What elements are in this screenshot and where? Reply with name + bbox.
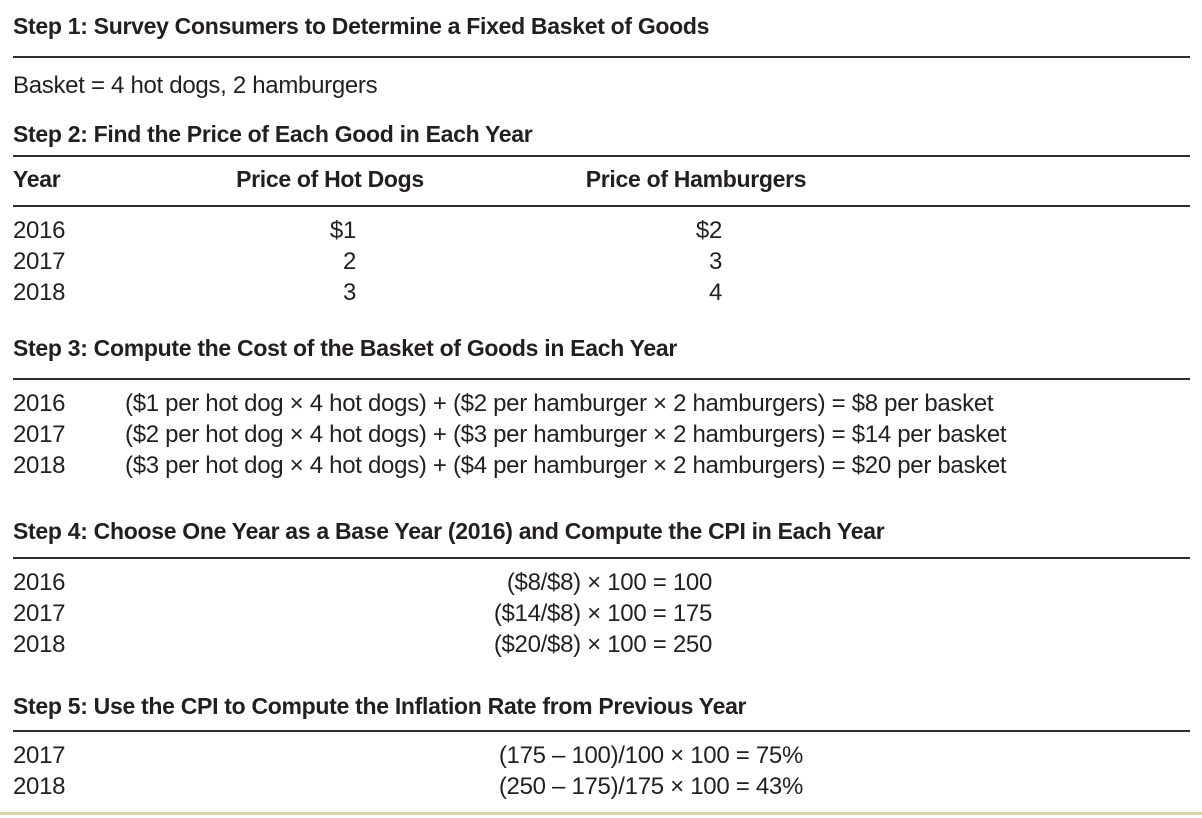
step5-heading: Step 5: Use the CPI to Compute the Inflation Rate from Previous Year: [13, 693, 747, 719]
step4-heading: Step 4: Choose One Year as a Base Year (2016) and Compute the CPI in Each Year: [13, 518, 885, 544]
row-spacer: [920, 215, 1190, 246]
price-value: 3: [708, 248, 722, 275]
hotdog-price-cell: [188, 246, 472, 277]
inflation-formula: (250 – 175)/175 × 100 = 43%: [498, 773, 803, 800]
step2-heading: Step 2: Find the Price of Each Good in Each Year: [13, 121, 533, 147]
year-cell: 2018: [13, 279, 66, 306]
year-cell: 2016: [13, 217, 66, 244]
table-row: [13, 277, 1190, 308]
price-value: $1: [329, 217, 356, 244]
step2-header-row: [13, 157, 1190, 205]
cpi-formula: ($8/$8) × 100 = 100: [506, 569, 712, 596]
year-cell: 2016: [13, 569, 66, 596]
step4-table-body: [13, 559, 1190, 660]
year-cell: 2016: [13, 390, 66, 417]
step3-heading: Step 3: Compute the Cost of the Basket of Goods in Each Year: [13, 335, 678, 361]
price-value: 3: [342, 279, 356, 306]
table-row: [13, 246, 1190, 277]
cpi-formula: ($14/$8) × 100 = 175: [493, 600, 712, 627]
inflation-formula: (175 – 100)/100 × 100 = 75%: [498, 742, 803, 769]
table-row: [13, 419, 1190, 450]
table-row: [13, 740, 1190, 771]
price-value: $2: [695, 217, 722, 244]
table-row: [13, 771, 1190, 802]
table-row: [13, 629, 1190, 660]
row-spacer: [920, 246, 1190, 277]
price-value: 4: [708, 279, 722, 306]
cpi-formula: ($20/$8) × 100 = 250: [493, 631, 712, 658]
table-row: [13, 450, 1190, 481]
year-cell: 2018: [13, 452, 66, 479]
hamburger-price-cell: [472, 246, 920, 277]
basket-definition: Basket = 4 hot dogs, 2 hamburgers: [13, 72, 378, 99]
step5-table-body: [13, 732, 1190, 802]
table-row: [13, 598, 1190, 629]
basket-cost-formula: ($3 per hot dog × 4 hot dogs) + ($4 per hamburger × 2 hamburgers) = $20 per basket: [125, 452, 1007, 479]
column-header-spacer: [920, 165, 1190, 193]
table-row: [13, 567, 1190, 598]
hamburger-price-cell: [472, 215, 920, 246]
price-value: 2: [342, 248, 356, 275]
year-cell: 2017: [13, 421, 66, 448]
year-cell: 2017: [13, 248, 66, 275]
column-header-hotdogs: Price of Hot Dogs: [236, 166, 424, 192]
hotdog-price-cell: [188, 215, 472, 246]
hotdog-price-cell: [188, 277, 472, 308]
column-header-year: Year: [13, 166, 61, 192]
step3-table-body: [13, 380, 1190, 481]
bottom-accent-rule: [0, 812, 1202, 815]
year-cell: 2017: [13, 742, 66, 769]
row-spacer: [920, 277, 1190, 308]
year-cell: 2018: [13, 631, 66, 658]
year-cell: 2018: [13, 773, 66, 800]
table-row: [13, 215, 1190, 246]
table-row: [13, 388, 1190, 419]
year-cell: 2017: [13, 600, 66, 627]
step1-heading: Step 1: Survey Consumers to Determine a Fixed Basket of Goods: [13, 13, 710, 39]
basket-cost-formula: ($2 per hot dog × 4 hot dogs) + ($3 per hamburger × 2 hamburgers) = $14 per basket: [125, 421, 1007, 448]
hamburger-price-cell: [472, 277, 920, 308]
basket-cost-formula: ($1 per hot dog × 4 hot dogs) + ($2 per hamburger × 2 hamburgers) = $8 per basket: [125, 390, 994, 417]
step2-table-body: [13, 207, 1190, 308]
column-header-hamburgers: Price of Hamburgers: [585, 166, 807, 192]
